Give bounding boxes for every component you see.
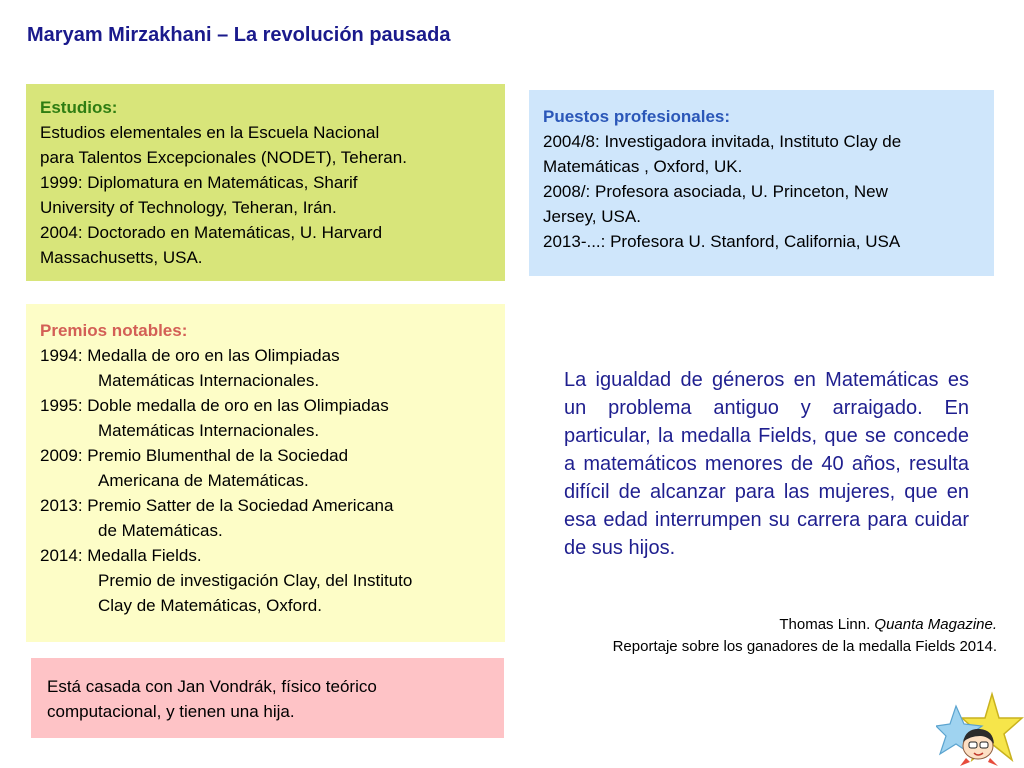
quote-text: La igualdad de géneros en Matemáticas es un problema antiguo y arraigado. En particular, la medalla Fields, que se concede a matemáticos menores de 40 años, resulta difícil de alcanzar para las mujeres, que en esa edad interrumpen su carrera para cuidar de sus hijos.: [564, 369, 969, 559]
estudios-line: University of Technology, Teheran, Irán.: [40, 198, 337, 217]
puestos-line: 2013-...: Profesora U. Stanford, California, USA: [543, 232, 901, 251]
puestos-heading: Puestos profesionales:: [543, 107, 731, 126]
premio-line: 1994: Medalla de oro en las Olimpiadas: [40, 346, 340, 365]
citation: [613, 614, 997, 658]
puestos-line: Jersey, USA.: [543, 207, 641, 226]
premio-line: 2014: Medalla Fields.: [40, 546, 202, 565]
estudios-line: Massachusetts, USA.: [40, 248, 203, 267]
premio-continuation: Premio de investigación Clay, del Instituto: [98, 571, 413, 590]
premio-item: [40, 443, 495, 493]
premio-line: 2013: Premio Satter de la Sociedad Americana: [40, 496, 394, 515]
casada-line: Está casada con Jan Vondrák, físico teórico: [47, 677, 377, 696]
premio-item: [40, 543, 495, 618]
premios-heading: Premios notables:: [40, 321, 188, 340]
estudios-line: 2004: Doctorado en Matemáticas, U. Harvard: [40, 223, 383, 242]
puestos-line: 2004/8: Investigadora invitada, Instituto Clay de: [543, 132, 902, 151]
premio-continuation: de Matemáticas.: [98, 521, 223, 540]
puestos-box: [529, 90, 994, 276]
puestos-line: 2008/: Profesora asociada, U. Princeton, New: [543, 182, 888, 201]
citation-author: Thomas Linn.: [779, 616, 875, 633]
premio-item: [40, 493, 495, 543]
estudios-line: Estudios elementales en la Escuela Nacional: [40, 123, 380, 142]
star-child-mascot-icon: [936, 690, 1024, 768]
citation-line2: Reportaje sobre los ganadores de la medalla Fields 2014.: [612, 638, 997, 655]
premio-line: 1995: Doble medalla de oro en las Olimpiadas: [40, 396, 389, 415]
premio-continuation: Clay de Matemáticas, Oxford.: [98, 596, 322, 615]
premio-item: [40, 343, 495, 393]
estudios-line: 1999: Diplomatura en Matemáticas, Sharif: [40, 173, 358, 192]
page-title: Maryam Mirzakhani – La revolución pausada: [27, 24, 451, 46]
premio-continuation: Matemáticas Internacionales.: [98, 371, 320, 390]
estudios-line: para Talentos Excepcionales (NODET), Teheran.: [40, 148, 407, 167]
premios-box: [26, 304, 505, 642]
estudios-heading: Estudios:: [40, 98, 118, 117]
premio-continuation: Americana de Matemáticas.: [98, 471, 309, 490]
puestos-line: Matemáticas , Oxford, UK.: [543, 157, 743, 176]
premio-item: [40, 393, 495, 443]
premio-line: 2009: Premio Blumenthal de la Sociedad: [40, 446, 349, 465]
casada-line: computacional, y tienen una hija.: [47, 702, 295, 721]
casada-box: [31, 658, 504, 738]
premio-continuation: Matemáticas Internacionales.: [98, 421, 320, 440]
estudios-box: [26, 84, 505, 281]
citation-publication: Quanta Magazine.: [874, 616, 997, 633]
